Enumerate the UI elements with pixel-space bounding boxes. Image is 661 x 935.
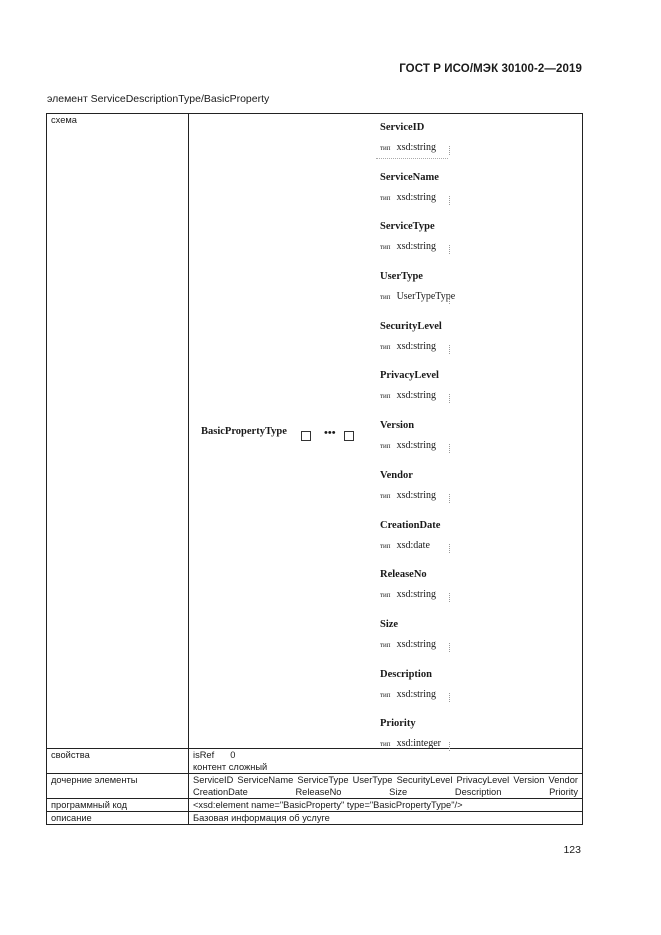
dotted-tick-icon <box>449 544 451 553</box>
dotted-tick-icon <box>449 593 451 602</box>
dotted-tick-icon <box>449 245 451 254</box>
child-element-type <box>380 589 455 601</box>
child-element <box>380 121 455 171</box>
page-number: 123 <box>563 844 581 856</box>
type-value: xsd:string <box>396 340 437 352</box>
complex-type-box-icon <box>301 431 311 441</box>
properties-label: свойства <box>47 749 189 774</box>
type-prefix: тип <box>380 193 391 202</box>
child-element-type <box>380 490 455 502</box>
child-element-name: CreationDate <box>380 519 441 531</box>
children-row <box>47 774 583 799</box>
type-prefix: тип <box>380 690 391 699</box>
type-prefix: тип <box>380 144 391 152</box>
type-value: xsd:string <box>396 688 437 700</box>
child-element <box>380 171 455 221</box>
child-element-type <box>380 341 455 353</box>
child-element-name: SecurityLevel <box>380 320 442 332</box>
type-prefix: тип <box>380 591 391 600</box>
type-value: xsd:string <box>396 638 437 650</box>
child-element-type <box>380 639 455 651</box>
child-element-name: Version <box>380 420 415 432</box>
element-spec-table <box>46 113 583 825</box>
child-element-name: Priority <box>380 718 416 730</box>
type-prefix: тип <box>380 293 391 302</box>
child-elements-list <box>380 121 455 767</box>
dotted-tick-icon <box>449 394 451 403</box>
dotted-tick-icon <box>449 345 451 354</box>
child-element-type <box>380 440 455 452</box>
schema-row <box>47 114 583 749</box>
child-element-name: ServiceName <box>380 171 439 183</box>
type-prefix: тип <box>380 491 391 500</box>
dotted-tick-icon <box>449 146 451 155</box>
dotted-tick-icon <box>449 742 451 751</box>
child-element <box>380 469 455 519</box>
child-element-name: UserType <box>380 271 423 283</box>
sequence-dots-icon: ••• <box>324 427 336 439</box>
child-element <box>380 717 455 767</box>
child-element <box>380 618 455 668</box>
root-type-name: BasicPropertyType <box>201 426 287 437</box>
child-element-name: PrivacyLevel <box>380 370 439 382</box>
schema-label: схема <box>47 114 189 749</box>
element-caption: элемент ServiceDescriptionType/BasicProperty <box>47 93 270 105</box>
dotted-underline-icon <box>376 158 448 159</box>
type-prefix: тип <box>380 342 391 351</box>
type-value: xsd:string <box>396 440 437 452</box>
code-label: программный код <box>47 799 189 812</box>
type-value: xsd:string <box>396 489 437 501</box>
children-label: дочерние элементы <box>47 774 189 799</box>
child-element-type <box>380 390 455 402</box>
schema-diagram <box>189 114 583 749</box>
child-element-name: Vendor <box>380 469 413 481</box>
child-element <box>380 668 455 718</box>
type-prefix: тип <box>380 243 391 252</box>
child-element <box>380 419 455 469</box>
document-header: ГОСТ Р ИСО/МЭК 30100-2—2019 <box>399 63 582 75</box>
type-prefix: тип <box>380 640 391 649</box>
child-element-name: ReleaseNo <box>380 569 427 581</box>
type-prefix: тип <box>380 392 391 401</box>
type-value: UserTypeType <box>396 291 456 303</box>
isref-value: 0 <box>230 750 236 760</box>
isref-key: isRef <box>193 750 215 760</box>
properties-row <box>47 749 583 774</box>
content-type: контент сложный <box>193 762 268 772</box>
child-element-type <box>380 540 455 552</box>
dotted-tick-icon <box>449 494 451 503</box>
child-element <box>380 519 455 569</box>
child-element-name: Size <box>380 618 399 630</box>
type-prefix: тип <box>380 541 391 550</box>
sequence-box-icon <box>344 431 354 441</box>
child-element-name: ServiceType <box>380 221 435 233</box>
child-element-type <box>380 738 455 750</box>
type-value: xsd:integer <box>396 738 441 750</box>
type-prefix: тип <box>380 442 391 451</box>
dotted-tick-icon <box>449 196 451 205</box>
child-element <box>380 568 455 618</box>
dotted-tick-icon <box>449 444 451 453</box>
child-element <box>380 270 455 320</box>
description-value: Базовая информация об услуге <box>189 812 583 825</box>
child-element-type <box>380 241 455 253</box>
dotted-tick-icon <box>449 295 451 304</box>
child-element <box>380 320 455 370</box>
child-element <box>380 220 455 270</box>
child-element-type <box>380 192 455 204</box>
dotted-tick-icon <box>449 693 451 702</box>
code-row <box>47 799 583 812</box>
type-prefix: тип <box>380 740 391 749</box>
child-element-name: ServiceID <box>380 122 425 133</box>
dotted-tick-icon <box>449 643 451 652</box>
type-value: xsd:string <box>396 390 437 402</box>
type-value: xsd:date <box>396 539 430 551</box>
type-value: xsd:string <box>396 241 437 253</box>
description-row <box>47 812 583 825</box>
child-element <box>380 369 455 419</box>
child-element-type <box>380 689 455 701</box>
type-value: xsd:string <box>396 142 437 153</box>
code-value: <xsd:element name="BasicProperty" type="BasicPropertyType"/> <box>189 799 583 812</box>
children-value: ServiceID ServiceName ServiceType UserType SecurityLevel PrivacyLevel Version Vendor CreationDate ReleaseNo Size Description Priority <box>189 774 583 799</box>
child-element-type <box>380 142 455 154</box>
child-element-name: Description <box>380 668 432 680</box>
type-value: xsd:string <box>396 191 437 203</box>
type-value: xsd:string <box>396 589 437 601</box>
description-label: описание <box>47 812 189 825</box>
child-element-type <box>380 291 455 303</box>
